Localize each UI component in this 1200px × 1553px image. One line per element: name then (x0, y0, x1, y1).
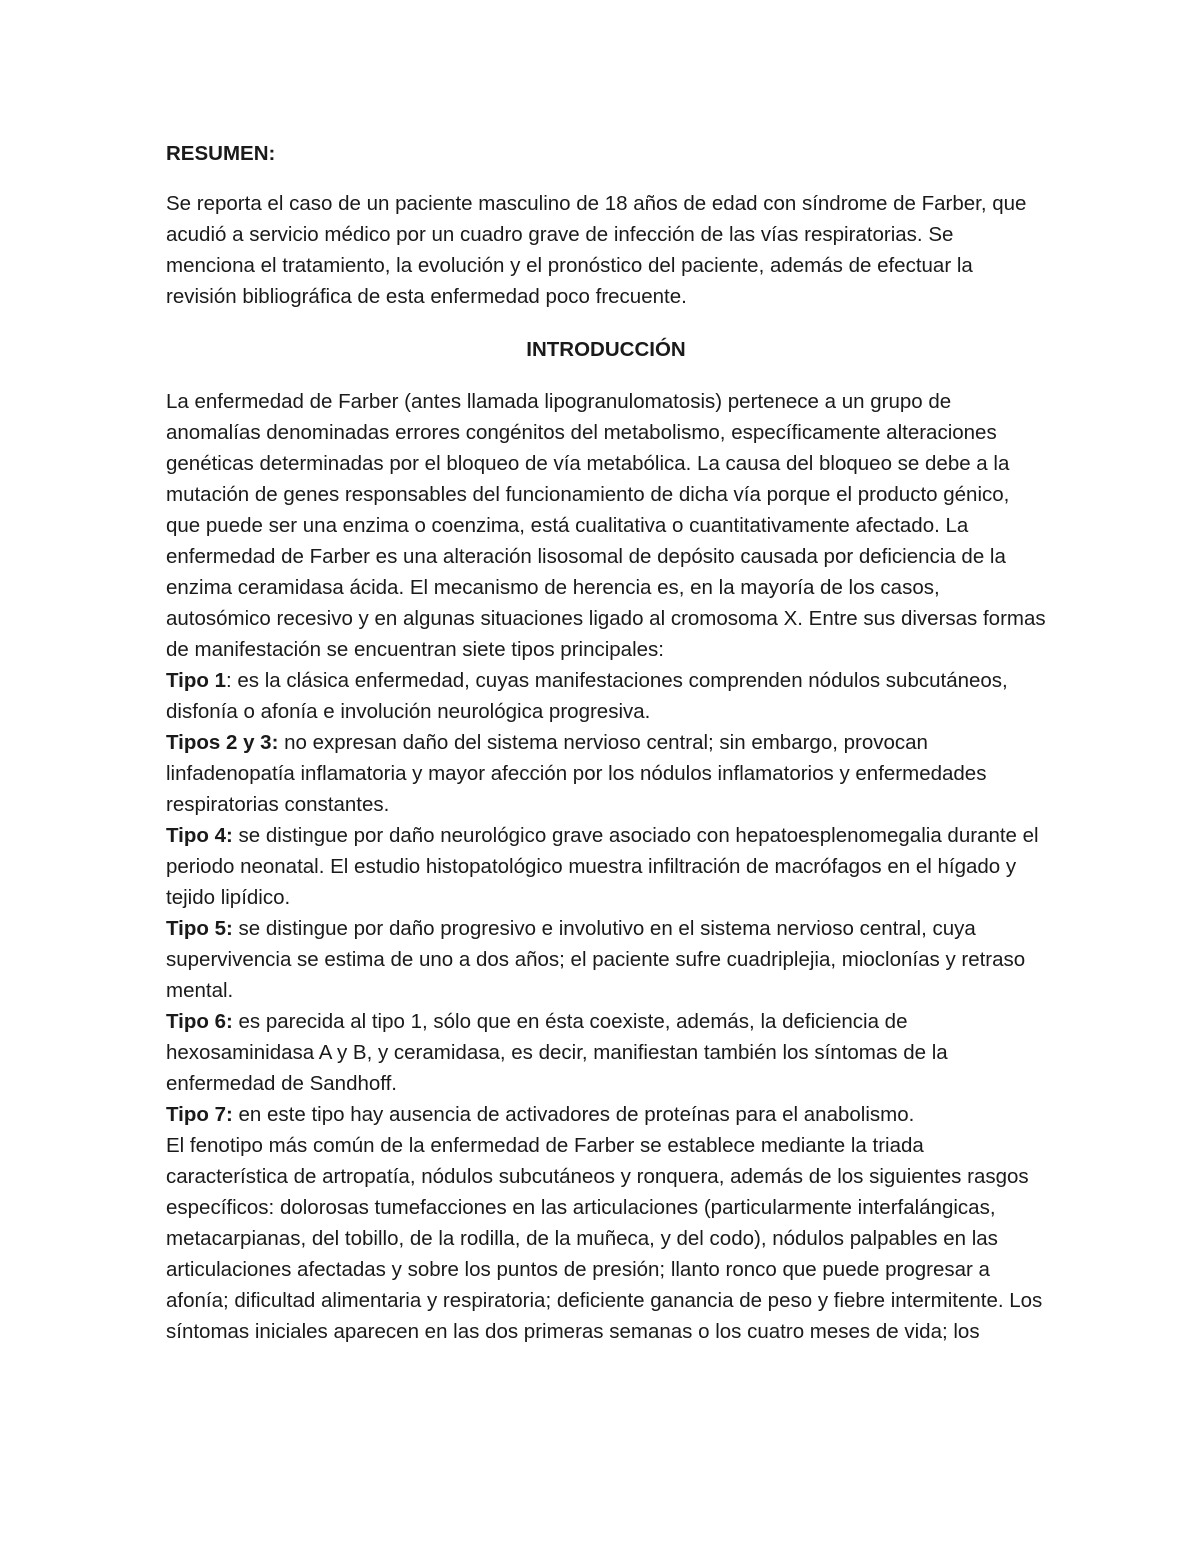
introduccion-paragraph: La enfermedad de Farber (antes llamada lipogranulomatosis) pertenece a un grupo de anomalías denominadas errores congénitos del metabolismo, específicamente alteraciones genéticas determinadas por el bloqueo de vía metabólica. La causa del bloqueo se debe a la mutación de genes responsables del funcionamiento de dicha vía porque el producto génico, que puede ser una enzima o coenzima, está cualitativa o cuantitativamente afectado. La enfermedad de Farber es una alteración lisosomal de depósito causada por deficiencia de la enzima ceramidasa ácida. El mecanismo de herencia es, en la mayoría de los casos, autosómico recesivo y en algunas situaciones ligado al cromosoma X. Entre sus diversas formas de manifestación se encuentran siete tipos principales: (166, 390, 1046, 661)
tipo-4-text: se distingue por daño neurológico grave asociado con hepatoesplenomegalia durante el periodo neonatal. El estudio histopatológico muestra infiltración de macrófagos en el hígado y tejido lipídico. (166, 824, 1039, 909)
tipo-6-text: es parecida al tipo 1, sólo que en ésta coexiste, además, la deficiencia de hexosaminidasa A y B, y ceramidasa, es decir, manifiestan también los síntomas de la enfermedad de Sandhoff. (166, 1010, 948, 1095)
tipo-2-3-label: Tipos 2 y 3: (166, 731, 279, 754)
document-page (166, 138, 1046, 1347)
tipo-4-label: Tipo 4: (166, 824, 233, 847)
resumen-heading: RESUMEN: (166, 142, 276, 165)
tipo-5-text: se distingue por daño progresivo e involutivo en el sistema nervioso central, cuya supervivencia se estima de uno a dos años; el paciente sufre cuadriplejia, mioclonías y retraso mental. (166, 917, 1026, 1002)
tipo-1-text: es la clásica enfermedad, cuyas manifestaciones comprenden nódulos subcutáneos, disfonía o afonía e involución neurológica progresiva. (166, 669, 1008, 723)
tipo-7-label: Tipo 7: (166, 1103, 233, 1126)
resumen-paragraph: Se reporta el caso de un paciente masculino de 18 años de edad con síndrome de Farber, que acudió a servicio médico por un cuadro grave de infección de las vías respiratorias. Se menciona el tratamiento, la evolución y el pronóstico del paciente, además de efectuar la revisión bibliográfica de esta enfermedad poco frecuente. (166, 192, 1027, 308)
tipo-1-separator: : (226, 669, 232, 692)
tipo-2-3-entry (166, 727, 1046, 820)
tipo-4-entry (166, 820, 1046, 913)
tipo-7-entry (166, 1099, 1046, 1130)
tipo-1-entry (166, 665, 1046, 727)
tipo-5-entry (166, 913, 1046, 1006)
introduccion-heading: INTRODUCCIÓN (526, 338, 686, 361)
tipo-7-text: en este tipo hay ausencia de activadores de proteínas para el anabolismo. (232, 1103, 915, 1126)
tipo-5-label: Tipo 5: (166, 917, 233, 940)
tipo-2-3-text: no expresan daño del sistema nervioso central; sin embargo, provocan linfadenopatía inflamatoria y mayor afección por los nódulos inflamatorios y enfermedades respiratorias constantes. (166, 731, 987, 816)
tipo-1-label: Tipo 1 (166, 669, 226, 692)
tipo-6-entry (166, 1006, 1046, 1099)
fenotipo-paragraph: El fenotipo más común de la enfermedad de Farber se establece mediante la triada característica de artropatía, nódulos subcutáneos y ronquera, además de los siguientes rasgos específicos: dolorosas tumefacciones en las articulaciones (particularmente interfalángicas, metacarpianas, del tobillo, de la rodilla, de la muñeca, y del codo), nódulos palpables en las articulaciones afectadas y sobre los puntos de presión; llanto ronco que puede progresar a afonía; dificultad alimentaria y respiratoria; deficiente ganancia de peso y fiebre intermitente. Los síntomas iniciales aparecen en las dos primeras semanas o los cuatro meses de vida; los (166, 1134, 1043, 1343)
tipo-6-label: Tipo 6: (166, 1010, 233, 1033)
